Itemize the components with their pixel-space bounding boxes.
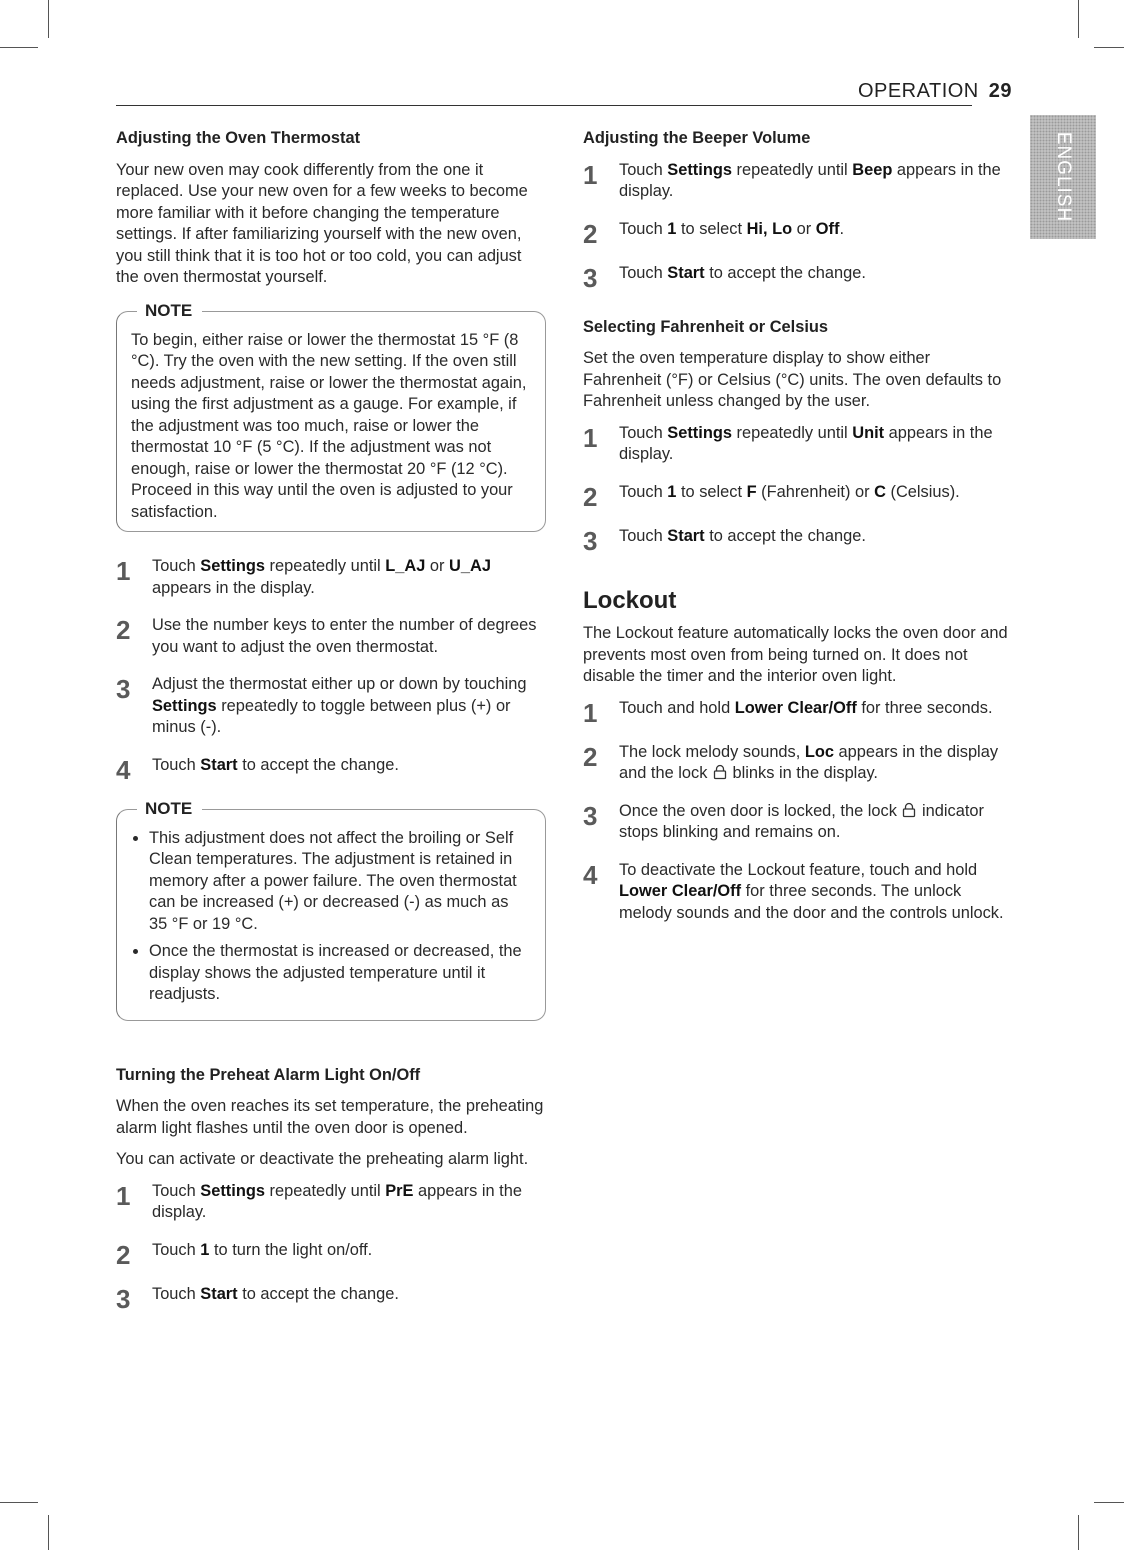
step-text: Touch 1 to select F (Fahrenheit) or C (Celsius). — [619, 482, 960, 501]
crop-mark — [48, 1515, 49, 1550]
note-box — [116, 798, 546, 1021]
step-text: Touch Start to accept the change. — [619, 526, 866, 545]
crop-mark — [1094, 1502, 1124, 1503]
beeper-title: Adjusting the Beeper Volume — [583, 129, 811, 147]
thermostat-title: Adjusting the Oven Thermostat — [116, 129, 361, 147]
step-number: 3 — [583, 525, 598, 556]
note-label: NOTE — [137, 300, 202, 322]
page-header — [858, 80, 1012, 103]
crop-mark — [0, 1502, 38, 1503]
crop-mark — [1094, 47, 1124, 48]
step-text: Touch Settings repeatedly until Beep appears in the display. — [619, 160, 1001, 200]
step — [116, 755, 546, 783]
note-list — [131, 828, 531, 1006]
step-text: Touch Settings repeatedly until L_AJ or U_AJ appears in the display. — [152, 557, 491, 597]
step — [116, 1181, 546, 1224]
units-intro: Set the oven temperature display to show either Fahrenheit (°F) or Celsius (°C) units. The oven defaults to Fahrenheit unless changed by the user. — [583, 349, 1002, 410]
step-text: To deactivate the Lockout feature, touch and hold Lower Clear/Off for three seconds. The unlock melody sounds and the door and the controls unlock. — [619, 860, 1004, 922]
lockout-intro: The Lockout feature automatically locks the oven door and prevents most oven from being turned on. It does not disable the timer and the interior oven light. — [583, 624, 1008, 685]
step-number: 2 — [116, 615, 131, 645]
step-text: Once the oven door is locked, the lock indicator stops blinking and remains on. — [619, 801, 984, 841]
step — [116, 674, 546, 739]
step-number: 4 — [583, 859, 598, 890]
step-number: 2 — [583, 218, 598, 249]
right-column — [583, 128, 1013, 940]
lock-icon — [901, 802, 917, 818]
crop-mark — [1078, 0, 1079, 38]
step — [583, 860, 1013, 925]
lockout-title: Lockout — [583, 586, 677, 614]
thermostat-intro: Your new oven may cook differently from the one it replaced. Use your new oven for a few weeks to become more familiar with it before changing the temperature settings. If after familiarizing yourself with the new oven, you still think that it is too hot or too cold, you can adjust the oven thermostat yourself. — [116, 160, 528, 286]
step — [583, 263, 1013, 291]
step-text: Touch 1 to turn the light on/off. — [152, 1240, 373, 1259]
step-text: Touch Start to accept the change. — [619, 263, 866, 282]
step-number: 3 — [116, 674, 131, 704]
header-rule — [116, 105, 972, 106]
step-number: 1 — [583, 697, 598, 728]
left-column — [116, 128, 546, 1328]
step-number: 3 — [583, 262, 598, 293]
step — [583, 742, 1013, 785]
note-item: • This adjustment does not affect the broiling or Self Clean temperatures. The adjustment is retained in memory after a power failure. The oven thermostat can be increased (+) or decreased (-) as much as 35 °F or 19 °C. — [149, 828, 531, 936]
step-number: 2 — [116, 1239, 131, 1270]
step-number: 2 — [583, 481, 598, 512]
step-text: Touch and hold Lower Clear/Off for three seconds. — [619, 698, 993, 717]
step — [116, 556, 546, 599]
step-text: Touch Start to accept the change. — [152, 1284, 399, 1303]
step-text: Use the number keys to enter the number of degrees you want to adjust the oven thermostat. — [152, 616, 537, 656]
step — [583, 482, 1013, 510]
step-number: 2 — [583, 741, 598, 772]
step-number: 1 — [116, 556, 131, 586]
crop-mark — [48, 0, 49, 38]
units-title: Selecting Fahrenheit or Celsius — [583, 317, 829, 336]
note-text: To begin, either raise or lower the thermostat 15 °F (8 °C). Try the oven with the new setting. If the oven still needs adjustment, raise or lower the thermostat again, using the first adjustment as a gauge. For example, if the adjustment was too much, raise or lower the thermostat 10 °F (5 °C). If the adjustment was not enough, raise or lower the thermostat 20 °F (12 °C). Proceed in this way until the oven is adjusted to your satisfaction. — [131, 330, 527, 521]
step — [583, 423, 1013, 466]
step — [583, 219, 1013, 247]
step-number: 1 — [583, 422, 598, 453]
step — [583, 526, 1013, 554]
crop-mark — [0, 47, 38, 48]
note-box — [116, 300, 546, 533]
step-number: 1 — [116, 1180, 131, 1211]
step-number: 1 — [583, 159, 598, 190]
step — [583, 801, 1013, 844]
language-tab — [1030, 115, 1096, 239]
step — [116, 1284, 546, 1312]
section-title: OPERATION — [857, 80, 979, 102]
step — [583, 698, 1013, 726]
step — [116, 615, 546, 658]
step — [583, 160, 1013, 203]
step — [116, 1240, 546, 1268]
crop-mark — [1078, 1515, 1079, 1550]
note-item: • Once the thermostat is increased or decreased, the display shows the adjusted temperature until it readjusts. — [149, 941, 531, 1006]
step-text: The lock melody sounds, Loc appears in the display and the lock blinks in the display. — [619, 742, 999, 782]
lock-icon — [712, 764, 728, 780]
preheat-title: Turning the Preheat Alarm Light On/Off — [116, 1065, 421, 1084]
preheat-p1: When the oven reaches its set temperature, the preheating alarm light flashes until the oven door is opened. — [116, 1097, 544, 1137]
step-number: 3 — [116, 1283, 131, 1314]
preheat-p2: You can activate or deactivate the preheating alarm light. — [116, 1150, 529, 1168]
step-number: 4 — [116, 754, 131, 785]
note-label: NOTE — [137, 798, 202, 820]
step-text: Adjust the thermostat either up or down by touching Settings repeatedly to toggle between plus (+) or minus (-). — [152, 675, 527, 736]
step-text: Touch 1 to select Hi, Lo or Off. — [619, 219, 845, 238]
step-text: Touch Settings repeatedly until Unit appears in the display. — [619, 423, 993, 463]
step-text: Touch Start to accept the change. — [152, 755, 399, 774]
language-tab-label: ENGLISH — [1053, 131, 1074, 223]
step-number: 3 — [583, 800, 598, 831]
page-number: 29 — [988, 80, 1012, 102]
step-text: Touch Settings repeatedly until PrE appears in the display. — [152, 1181, 522, 1221]
